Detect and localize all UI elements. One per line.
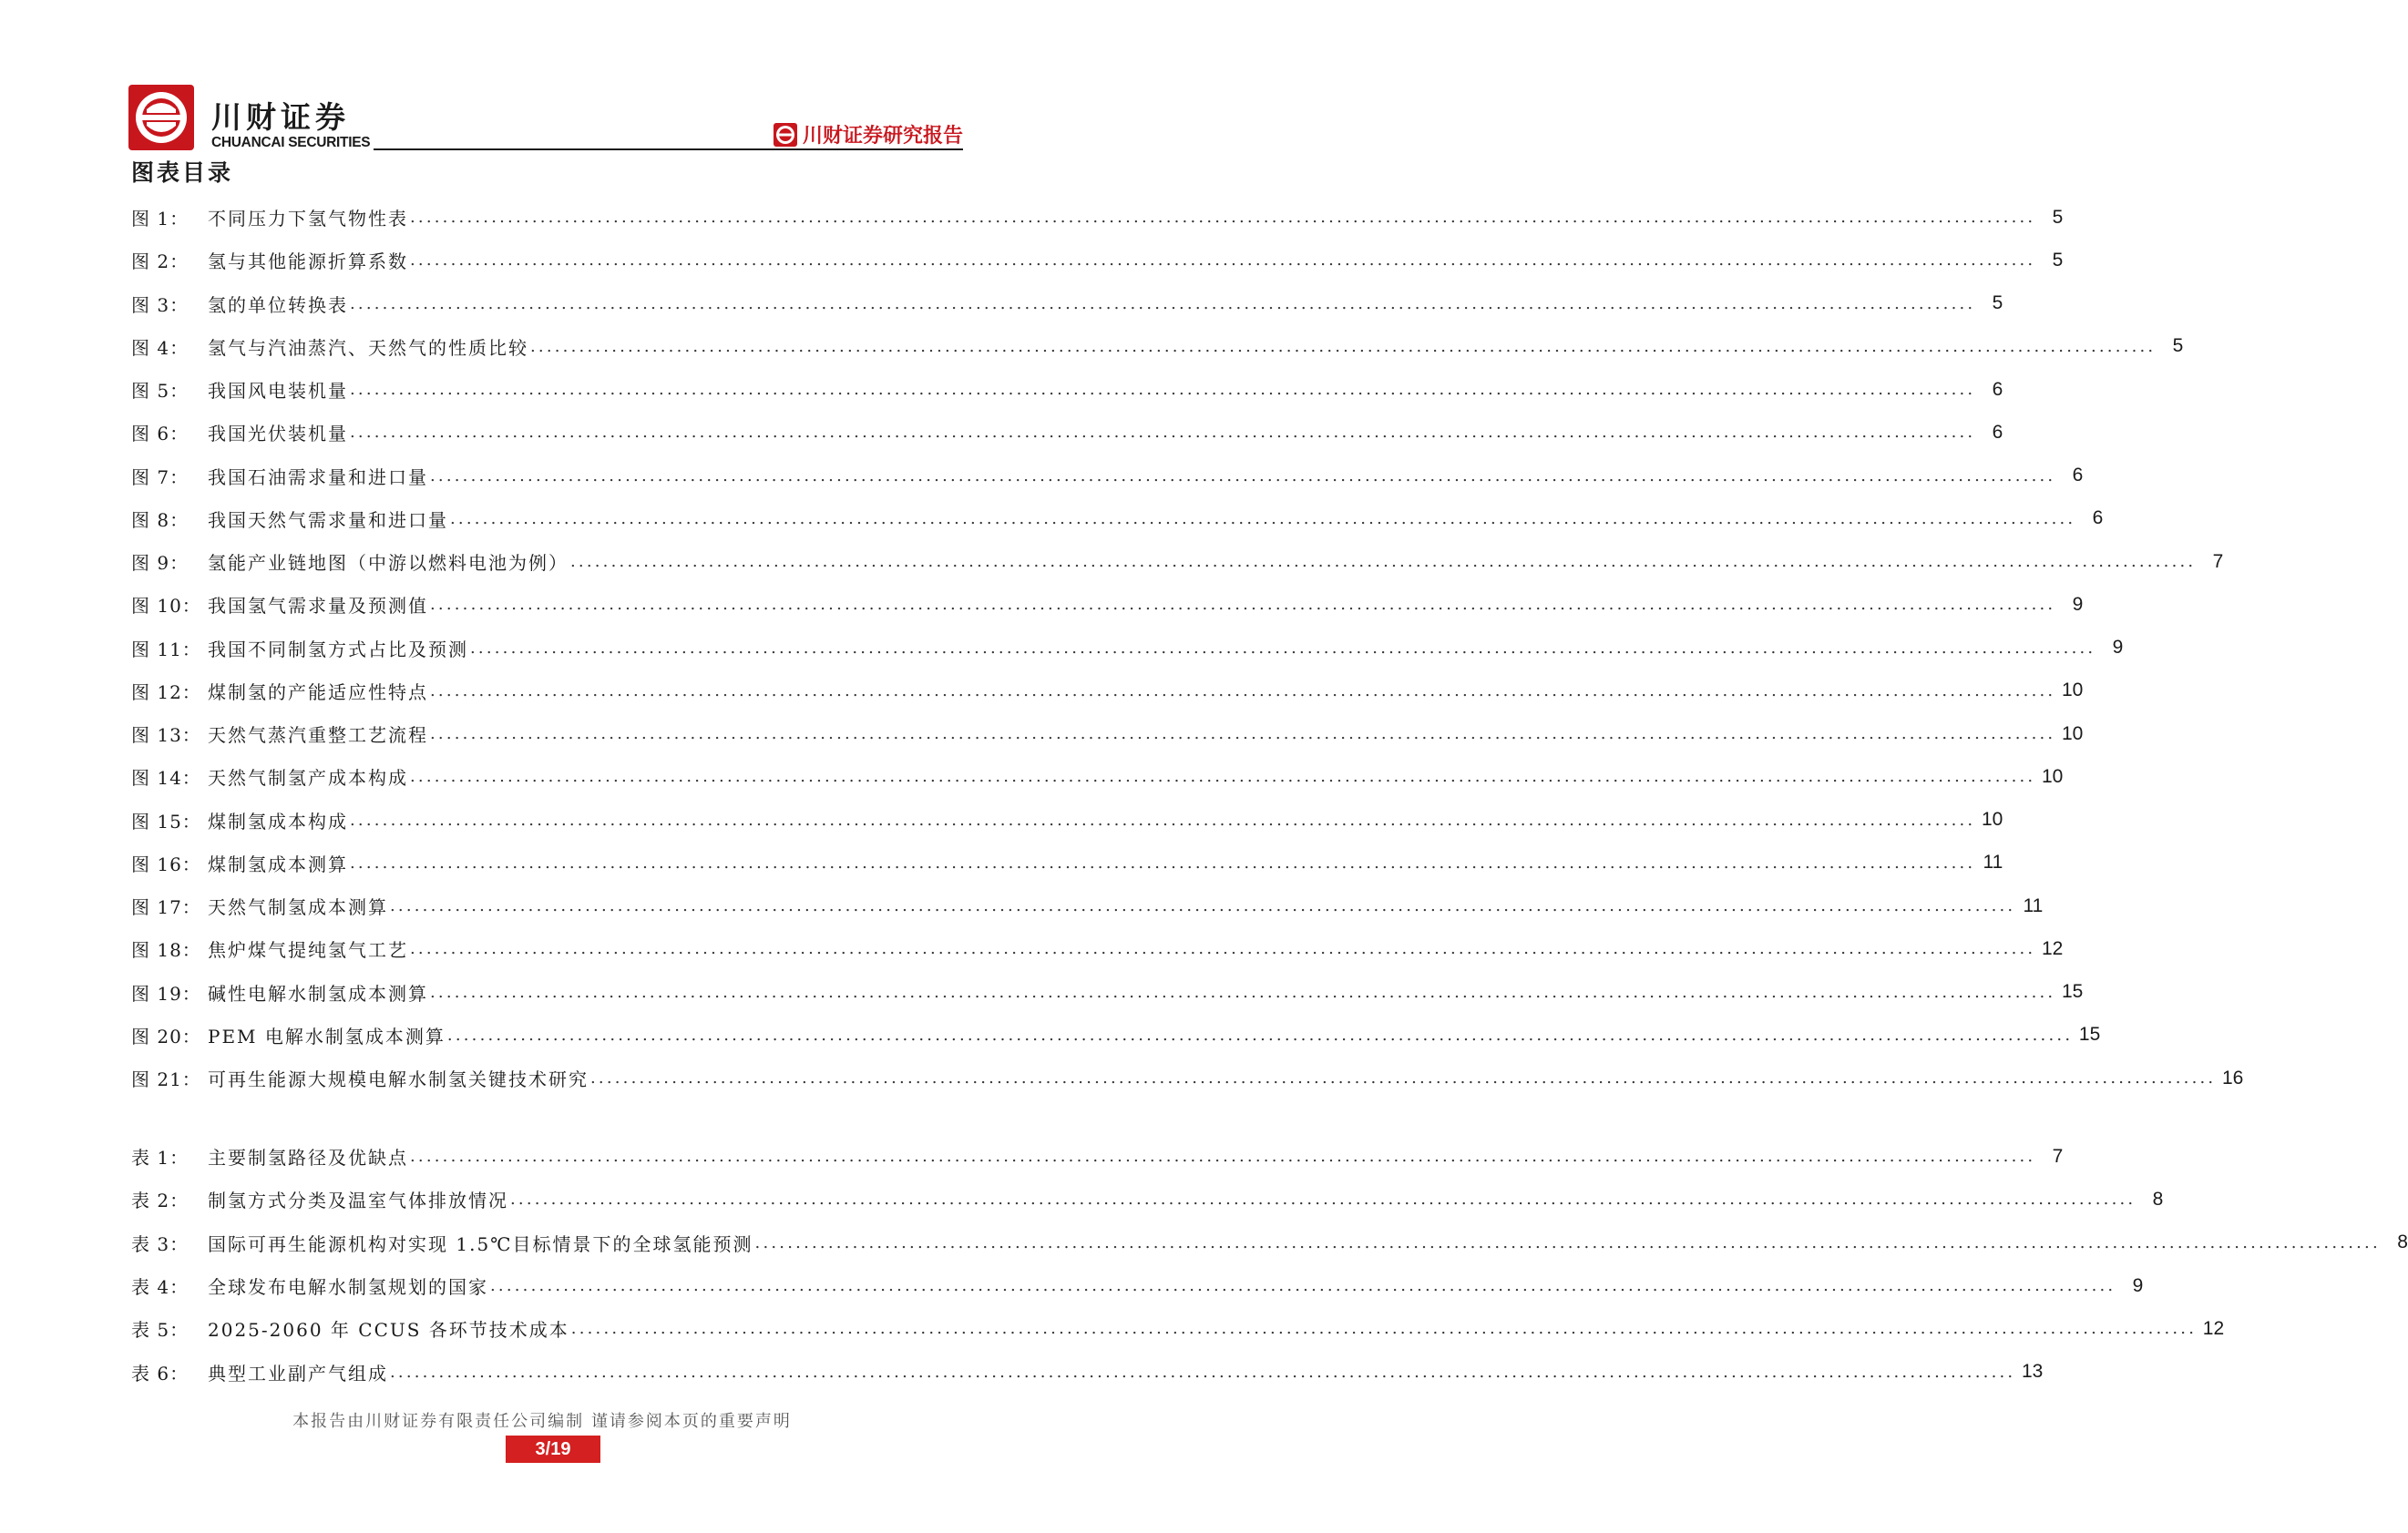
table-entry-label: 表 4： [131, 1276, 190, 1299]
figure-entry-title: 我国天然气需求量和进口量 [208, 508, 448, 531]
leader-dots: ........................................................................................................................................................................................................ [490, 1276, 2116, 1296]
figure-entry[interactable] [131, 627, 2124, 669]
figure-entry-title: 可再生能源大规模电解水制氢关键技术研究 [208, 1068, 589, 1091]
header-rule [374, 148, 963, 150]
leader-dots: ........................................................................................................................................................................................................ [430, 465, 2056, 485]
leader-dots: ........................................................................................................................................................................................................ [390, 1362, 2016, 1382]
table-entry[interactable] [131, 1135, 2064, 1178]
figure-entry-title: 氢能产业链地图（中游以燃料电池为例） [208, 552, 569, 575]
figure-entry-page: 5 [2052, 206, 2064, 228]
figure-entry-label: 图 20： [131, 1025, 201, 1048]
figure-entry-label: 图 3： [131, 293, 190, 316]
figure-entry-page: 11 [2023, 894, 2044, 916]
figure-entry[interactable] [131, 755, 2064, 798]
figure-entry[interactable] [131, 196, 2064, 239]
figure-entry-title: 天然气制氢成本测算 [208, 896, 388, 919]
toc-title: 图表目录 [131, 159, 234, 186]
table-entry[interactable] [131, 1264, 2144, 1307]
table-entry-label: 表 2： [131, 1190, 190, 1212]
figure-entry-title: 天然气蒸汽重整工艺流程 [208, 724, 428, 747]
table-entry-label: 表 5： [131, 1319, 190, 1342]
figure-entry-page: 10 [2041, 765, 2064, 787]
figure-entry-label: 图 7： [131, 465, 190, 488]
figure-entry[interactable] [131, 455, 2084, 497]
figure-entry[interactable] [131, 282, 2003, 325]
figure-entry-label: 图 5： [131, 380, 190, 403]
table-entry-label: 表 6： [131, 1362, 190, 1385]
leader-dots: ........................................................................................................................................................................................................ [410, 1147, 2036, 1167]
leader-dots: ........................................................................................................................................................................................................ [350, 380, 1976, 400]
figure-entry-page: 10 [2061, 722, 2084, 744]
figure-entry-title: 煤制氢成本测算 [208, 853, 348, 875]
figure-entry-label: 图 6： [131, 423, 190, 445]
table-entry-title: 全球发布电解水制氢规划的国家 [208, 1276, 488, 1299]
figure-entry-label: 图 16： [131, 853, 201, 875]
figure-entry[interactable] [131, 411, 2003, 454]
leader-dots: ........................................................................................................................................................................................................ [470, 638, 2096, 658]
leader-dots: ........................................................................................................................................................................................................ [410, 767, 2036, 787]
figure-list [131, 196, 2244, 1099]
figure-entry-label: 图 19： [131, 982, 201, 1005]
figure-entry[interactable] [131, 1014, 2101, 1057]
figure-entry-label: 图 17： [131, 896, 201, 919]
figure-entry-title: 我国光伏装机量 [208, 423, 348, 445]
figure-entry-page: 10 [2061, 680, 2084, 701]
figure-entry-page: 9 [2072, 593, 2084, 615]
leader-dots: ........................................................................................................................................................................................................ [430, 982, 2056, 1002]
figure-entry-label: 图 11： [131, 638, 201, 660]
footer-disclaimer: 本报告由川财证券有限责任公司编制 谨请参阅本页的重要声明 [292, 1412, 792, 1431]
table-entry-title: 典型工业副产气组成 [208, 1362, 388, 1385]
figure-entry-title: 煤制氢成本构成 [208, 810, 348, 833]
figure-entry-label: 图 14： [131, 767, 201, 790]
figure-entry[interactable] [131, 497, 2104, 540]
leader-dots: ........................................................................................................................................................................................................ [570, 1319, 2198, 1339]
page-number: 3/19 [506, 1436, 600, 1463]
figure-entry[interactable] [131, 884, 2044, 927]
leader-dots: ........................................................................................................................................................................................................ [570, 552, 2197, 572]
leader-dots: ........................................................................................................................................................................................................ [590, 1068, 2217, 1088]
table-entry-title: 2025-2060 年 CCUS 各环节技术成本 [208, 1319, 569, 1342]
figure-entry-label: 图 9： [131, 552, 190, 575]
leader-dots: ........................................................................................................................................................................................................ [754, 1232, 2381, 1252]
figure-entry-page: 11 [1983, 852, 2003, 874]
figure-entry-label: 图 10： [131, 595, 201, 618]
leader-dots: ........................................................................................................................................................................................................ [446, 1025, 2074, 1045]
table-entry[interactable] [131, 1221, 2408, 1264]
figure-entry-label: 图 2： [131, 250, 190, 273]
figure-entry[interactable] [131, 325, 2184, 368]
chuancai-logo-icon [128, 85, 194, 150]
table-entry-title: 国际可再生能源机构对实现 1.5℃目标情景下的全球氢能预测 [208, 1232, 753, 1255]
figure-entry[interactable] [131, 927, 2064, 970]
table-entry-page: 9 [2132, 1274, 2144, 1296]
figure-entry-title: 煤制氢的产能适应性特点 [208, 680, 428, 703]
table-entry-page: 8 [2152, 1188, 2164, 1210]
table-entry-title: 制氢方式分类及温室气体排放情况 [208, 1190, 508, 1212]
table-entry-page: 13 [2021, 1361, 2044, 1383]
figure-entry-label: 图 13： [131, 724, 201, 747]
leader-dots: ........................................................................................................................................................................................................ [430, 724, 2056, 744]
figure-entry[interactable] [131, 540, 2224, 583]
table-entry-page: 7 [2052, 1145, 2064, 1167]
table-entry-label: 表 3： [131, 1232, 190, 1255]
figure-entry-title: 我国风电装机量 [208, 380, 348, 403]
figure-entry-page: 16 [2221, 1067, 2244, 1088]
figure-entry-label: 图 21： [131, 1068, 201, 1091]
leader-dots: ........................................................................................................................................................................................................ [390, 896, 2016, 916]
brand-name-cn: 川财证券 [211, 99, 350, 135]
leader-dots: ........................................................................................................................................................................................................ [410, 208, 2036, 228]
figure-entry[interactable] [131, 799, 2003, 842]
leader-dots: ........................................................................................................................................................................................................ [510, 1190, 2136, 1210]
figure-entry-label: 图 15： [131, 810, 201, 833]
figure-entry-title: 我国不同制氢方式占比及预测 [208, 638, 468, 660]
table-list [131, 1135, 2408, 1394]
figure-entry-title: 我国氢气需求量及预测值 [208, 595, 428, 618]
figure-entry-page: 5 [2052, 249, 2064, 271]
figure-entry-page: 6 [2092, 507, 2104, 529]
figure-entry-page: 12 [2041, 937, 2064, 959]
figure-entry[interactable] [131, 971, 2084, 1014]
figure-entry-page: 7 [2212, 550, 2224, 572]
report-tag-label: 川财证券研究报告 [802, 124, 963, 148]
figure-entry[interactable] [131, 583, 2084, 626]
leader-dots: ........................................................................................................................................................................................................ [430, 595, 2056, 615]
leader-dots: ........................................................................................................................................................................................................ [350, 810, 1976, 830]
figure-entry-label: 图 1： [131, 208, 190, 230]
figure-entry[interactable] [131, 712, 2084, 755]
figure-entry-page: 6 [1992, 378, 2003, 400]
table-entry-page: 8 [2397, 1232, 2408, 1253]
figure-entry-page: 6 [2072, 465, 2084, 486]
figure-entry[interactable] [131, 842, 2003, 884]
figure-entry-title: 氢气与汽油蒸汽、天然气的性质比较 [208, 336, 528, 359]
figure-entry-title: 我国石油需求量和进口量 [208, 465, 428, 488]
table-entry-title: 主要制氢路径及优缺点 [208, 1147, 408, 1170]
table-entry-label: 表 1： [131, 1147, 190, 1170]
figure-entry[interactable] [131, 368, 2003, 411]
figure-entry-label: 图 8： [131, 508, 190, 531]
figure-entry-page: 6 [1992, 421, 2003, 443]
leader-dots: ........................................................................................................................................................................................................ [350, 423, 1976, 443]
figure-entry-title: 天然气制氢产成本构成 [208, 767, 408, 790]
table-entry[interactable] [131, 1307, 2225, 1350]
figure-entry-page: 5 [1992, 292, 2003, 314]
table-entry[interactable] [131, 1178, 2164, 1221]
leader-dots: ........................................................................................................................................................................................................ [530, 336, 2157, 356]
figure-entry[interactable] [131, 1057, 2244, 1099]
figure-entry-title: 氢的单位转换表 [208, 293, 348, 316]
report-tag [774, 120, 963, 148]
figure-entry-title: 氢与其他能源折算系数 [208, 250, 408, 273]
leader-dots: ........................................................................................................................................................................................................ [350, 293, 1976, 313]
figure-entry-title: 碱性电解水制氢成本测算 [208, 982, 428, 1005]
leader-dots: ........................................................................................................................................................................................................ [430, 680, 2056, 700]
brand-name-en: CHUANCAI SECURITIES [211, 135, 371, 150]
figure-entry-title: 不同压力下氢气物性表 [208, 208, 408, 230]
figure-entry-page: 10 [1981, 809, 2003, 831]
figure-entry-label: 图 12： [131, 680, 201, 703]
figure-entry-title: PEM 电解水制氢成本测算 [208, 1025, 446, 1048]
leader-dots: ........................................................................................................................................................................................................ [350, 853, 1976, 873]
figure-entry-title: 焦炉煤气提纯氢气工艺 [208, 939, 408, 962]
figure-entry[interactable] [131, 669, 2084, 712]
figure-entry-page: 5 [2172, 335, 2184, 357]
leader-dots: ........................................................................................................................................................................................................ [410, 939, 2036, 959]
table-entry[interactable] [131, 1350, 2044, 1393]
table-entry-page: 12 [2202, 1317, 2225, 1339]
figure-entry-label: 图 4： [131, 336, 190, 359]
figure-entry-label: 图 18： [131, 939, 201, 962]
figure-entry[interactable] [131, 239, 2064, 281]
leader-dots: ........................................................................................................................................................................................................ [450, 508, 2076, 528]
figure-entry-page: 15 [2061, 981, 2084, 1003]
figure-entry-page: 9 [2112, 637, 2124, 659]
leader-dots: ........................................................................................................................................................................................................ [410, 250, 2036, 271]
chuancai-small-logo-icon [774, 123, 797, 147]
figure-entry-page: 15 [2078, 1024, 2101, 1046]
